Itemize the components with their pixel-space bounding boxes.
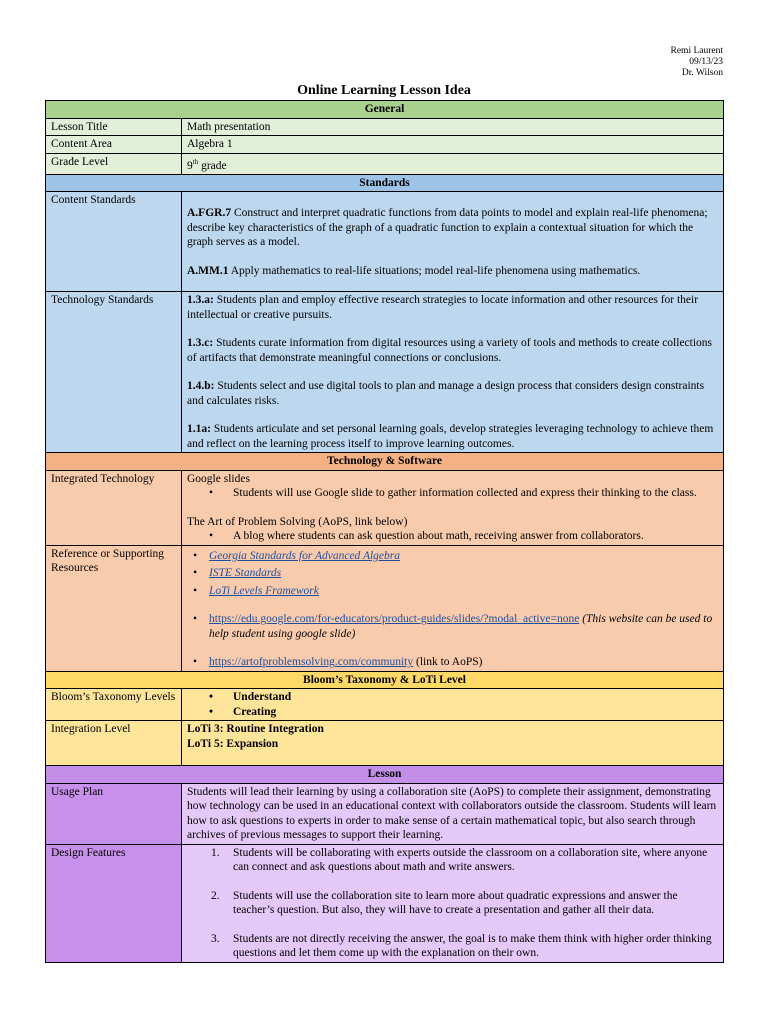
design-features-label: Design Features xyxy=(46,844,182,962)
list-item: • Students will use Google slide to gather information collected and express their thinking to the class. xyxy=(187,486,718,501)
usage-plan-text: Students will lead their learning by using a collaboration site (AoPS) to complete their assignment, demonstrating how technology can be used in an educational context with collaborators outside the classroom. Students will learn how to ask questions to experts in order to make sense of a certain mathematical topic, but also search through archives of previous messages to support their learning. xyxy=(182,783,724,844)
standard-text: Construct and interpret quadratic functions from data points to model and explain real-life phenomena; describe key characteristics of the graph of a quadratic function to explain a contextual situation for which the graph serves as a model. xyxy=(187,207,708,249)
grade-suffix: th xyxy=(192,157,199,166)
table-row xyxy=(46,470,724,545)
lesson-title-label: Lesson Title xyxy=(46,118,182,136)
grade-level-value xyxy=(182,153,724,174)
content-standards-label: Content Standards xyxy=(46,192,182,292)
integration-level-cell xyxy=(182,721,724,766)
technology-standard xyxy=(187,422,718,451)
grade-word: grade xyxy=(198,159,227,172)
table-row xyxy=(46,292,724,453)
usage-plan-label: Usage Plan xyxy=(46,783,182,844)
tool-name: The Art of Problem Solving (AoPS, link below) xyxy=(187,515,408,528)
blooms-taxonomy-label: Bloom’s Taxonomy Levels xyxy=(46,689,182,721)
google-slides-guide-link[interactable]: https://edu.google.com/for-educators/product-guides/slides/?modal_active=none xyxy=(209,613,580,626)
author-name: Remi Laurent xyxy=(670,46,723,56)
standard-text: Students articulate and set personal learning goals, develop strategies leveraging technology to achieve them and reflect on the learning process itself to improve learning outcomes. xyxy=(187,423,714,450)
general-heading: General xyxy=(46,101,724,119)
link-note: (This website can be used to help student using google slide) xyxy=(209,613,713,640)
lesson-table xyxy=(45,100,724,963)
list-item: • A blog where students can ask question about math, receiving answer from collaborators. xyxy=(187,529,718,544)
integrated-technology-cell xyxy=(182,470,724,545)
list-item: • Creating xyxy=(187,705,718,720)
standard-code: 1.4.b: xyxy=(187,380,215,393)
item-text: Students are not directly receiving the answer, the goal is to make them think with higher order thinking questions and let them come up with the explanation on their own. xyxy=(233,932,712,960)
standard-text: Students curate information from digital resources using a variety of tools and methods to create collections of artifacts that demonstrate meaningful connections or conclusions. xyxy=(187,337,713,364)
design-features-cell xyxy=(182,844,724,962)
table-row xyxy=(46,545,724,671)
table-row xyxy=(46,689,724,721)
table-row xyxy=(46,192,724,292)
loti-level: LoTi 5: Expansion xyxy=(187,737,279,750)
content-area-label: Content Area xyxy=(46,136,182,154)
resources-cell xyxy=(182,545,724,671)
blooms-heading: Bloom’s Taxonomy & LoTi Level xyxy=(46,671,724,689)
blooms-taxonomy-cell xyxy=(182,689,724,721)
item-number: 2. xyxy=(211,889,220,902)
item-number: 3. xyxy=(211,932,220,945)
standard-text: Students select and use digital tools to plan and manage a design process that considers design constraints and calculates risks. xyxy=(187,380,705,407)
technology-standard xyxy=(187,336,718,365)
table-row xyxy=(46,153,724,174)
grade-level-label: Grade Level xyxy=(46,153,182,174)
list-item xyxy=(187,584,718,599)
list-item xyxy=(187,612,718,641)
content-standard xyxy=(187,264,718,279)
georgia-standards-link[interactable]: Georgia Standards for Advanced Algebra xyxy=(209,549,401,562)
integration-level-label: Integration Level xyxy=(46,721,182,766)
content-area-value: Algebra 1 xyxy=(182,136,724,154)
table-row xyxy=(46,783,724,844)
link-note: (link to AoPS) xyxy=(413,656,483,669)
standard-code: A.FGR.7 xyxy=(187,207,232,220)
tool-name: Google slides xyxy=(187,472,250,485)
lesson-section-header xyxy=(46,766,724,784)
standard-text: Apply mathematics to real-life situations; model real-life phenomena using mathematics. xyxy=(228,264,641,277)
lesson-title-value: Math presentation xyxy=(182,118,724,136)
standard-code: 1.1a: xyxy=(187,423,211,436)
item-text: Students will use the collaboration site to learn more about quadratic expressions and answer the teacher’s question. But also, they will have to create a presentation and gather all their data. xyxy=(233,889,678,917)
instructor-name: Dr. Wilson xyxy=(681,68,723,78)
blooms-section-header xyxy=(46,671,724,689)
lesson-heading: Lesson xyxy=(46,766,724,784)
table-row xyxy=(46,721,724,766)
list-item xyxy=(187,889,718,918)
technology-standards-cell xyxy=(182,292,724,453)
technology-standard xyxy=(187,293,718,322)
loti-framework-link[interactable]: LoTi Levels Framework xyxy=(209,584,319,597)
header-info xyxy=(671,46,724,79)
integrated-technology-label: Integrated Technology xyxy=(46,470,182,545)
standard-code: 1.3.c: xyxy=(187,337,214,350)
list-item xyxy=(187,655,718,670)
content-standards-cell xyxy=(182,192,724,292)
general-section-header xyxy=(46,101,724,119)
standard-text: Students plan and employ effective research strategies to locate information and other resources for their intellectual or creative pursuits. xyxy=(187,294,699,321)
loti-level: LoTi 3: Routine Integration xyxy=(187,723,324,736)
document-title: Online Learning Lesson Idea xyxy=(297,83,471,98)
list-item xyxy=(187,549,718,564)
aops-community-link[interactable]: https://artofproblemsolving.com/community xyxy=(209,656,414,669)
table-row xyxy=(46,136,724,154)
iste-standards-link[interactable]: ISTE Standards xyxy=(209,567,282,580)
table-row xyxy=(46,118,724,136)
document-date: 09/13/23 xyxy=(689,57,723,67)
list-item: • Understand xyxy=(187,690,718,705)
list-item xyxy=(187,932,718,961)
item-number: 1. xyxy=(211,846,220,859)
list-item xyxy=(187,566,718,581)
standard-code: 1.3.a: xyxy=(187,294,214,307)
table-row xyxy=(46,844,724,962)
standards-section-header xyxy=(46,174,724,192)
tech-section-header xyxy=(46,453,724,471)
content-standard xyxy=(187,206,718,250)
list-item xyxy=(187,846,718,875)
standard-code: A.MM.1 xyxy=(187,264,229,277)
technology-standard xyxy=(187,379,718,408)
standards-heading: Standards xyxy=(46,174,724,192)
resources-label: Reference or Supporting Resources xyxy=(46,545,182,671)
grade-number: 9 xyxy=(187,159,193,172)
item-text: Students will be collaborating with experts outside the classroom on a collaboration site, where anyone can connect and ask questions about math and write answers. xyxy=(233,846,708,874)
technology-standards-label: Technology Standards xyxy=(46,292,182,453)
tech-heading: Technology & Software xyxy=(46,453,724,471)
